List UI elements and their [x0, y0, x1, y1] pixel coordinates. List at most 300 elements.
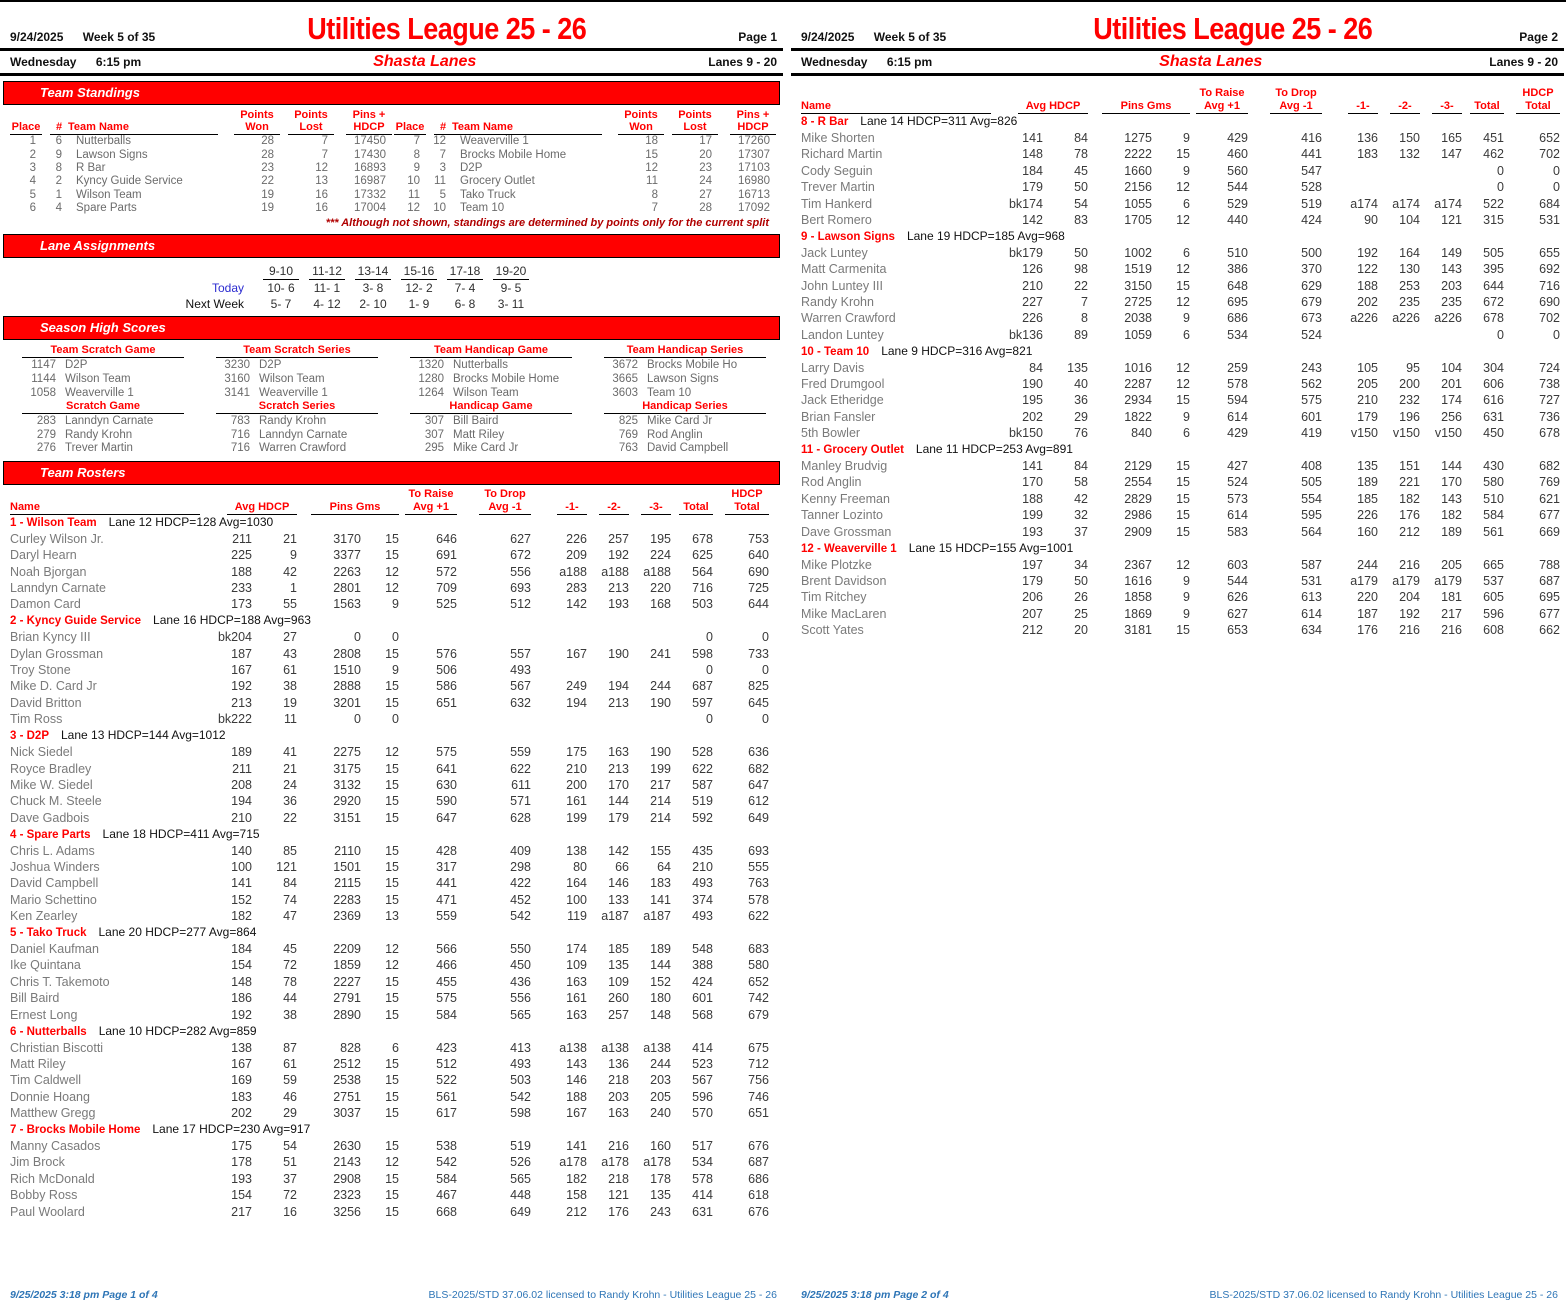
- player-value: 240: [650, 1106, 671, 1121]
- roster-header-cell: [1504, 84, 1560, 99]
- player-value: 687: [1539, 573, 1560, 588]
- player-value: 15: [385, 1106, 399, 1121]
- player-value: 651: [436, 695, 457, 710]
- player-value: 257: [608, 531, 629, 546]
- player-value: a226: [1350, 311, 1378, 326]
- player-name: Chuck M. Steele: [10, 794, 102, 809]
- player-value: 208: [231, 777, 252, 792]
- roster-header-top: [801, 84, 1560, 99]
- player-value: 89: [1074, 327, 1088, 342]
- hs-entry-name: Nutterballs: [453, 359, 508, 372]
- player-value: 38: [283, 679, 297, 694]
- day-label: Wednesday: [801, 54, 868, 69]
- player-value: 9: [1183, 606, 1190, 621]
- player-value: 583: [1227, 524, 1248, 539]
- player-value: 6: [392, 1040, 399, 1055]
- player-value: 200: [1399, 377, 1420, 392]
- standings-value: 4: [55, 202, 62, 215]
- team-label: 1 - Wilson Team: [10, 516, 97, 529]
- standings-header-top: [8, 108, 392, 121]
- hs-entry-score: 283: [36, 415, 56, 428]
- hs-entry: [12, 359, 206, 373]
- standings-row: [8, 202, 392, 215]
- hs-entry: [206, 387, 400, 401]
- standings-value: 1: [29, 135, 36, 148]
- player-row: [801, 426, 1560, 442]
- player-value: 505: [1483, 245, 1504, 260]
- hs-entry: [594, 442, 788, 456]
- player-name: Tanner Lozinto: [801, 508, 884, 523]
- player-value: 175: [231, 1138, 252, 1153]
- player-value: 135: [1357, 459, 1378, 474]
- player-value: bk204: [217, 630, 252, 645]
- high-score-group-title: Team Scratch Series: [216, 344, 378, 358]
- lane-pair-label: 11-12: [309, 264, 345, 280]
- hs-entry-name: Team 10: [647, 386, 692, 399]
- player-value: 702: [1539, 147, 1560, 162]
- player-value: 216: [1441, 623, 1462, 638]
- hs-entry-name: David Campbell: [647, 442, 729, 455]
- lane-header-row: [152, 264, 534, 280]
- standings-value: 8: [651, 188, 658, 201]
- standings-value: 5: [439, 188, 446, 201]
- player-row: [10, 777, 769, 793]
- team-header-cell: [10, 613, 769, 630]
- player-row: [10, 1007, 769, 1023]
- player-value: 26: [1074, 590, 1088, 605]
- player-name: Dylan Grossman: [10, 646, 104, 661]
- player-name: Brent Davidson: [801, 573, 887, 588]
- player-value: 21: [283, 761, 297, 776]
- standings-header-cell: [452, 121, 612, 135]
- player-value: 450: [1483, 426, 1504, 441]
- hs-entry-score: 716: [230, 428, 250, 441]
- player-value: 54: [283, 1138, 297, 1153]
- player-value: 1859: [333, 958, 361, 973]
- standings-header-label: Points: [294, 109, 328, 121]
- player-value: 148: [231, 974, 252, 989]
- roster-header-cell: [587, 500, 629, 515]
- player-name: Lanndyn Carnate: [10, 581, 106, 596]
- player-value: 548: [692, 942, 713, 957]
- player-value: 15: [385, 974, 399, 989]
- player-value: 503: [510, 1073, 531, 1088]
- high-score-group: [206, 344, 400, 400]
- player-value: 560: [1227, 163, 1248, 178]
- player-value: 672: [510, 548, 531, 563]
- player-value: 2287: [1124, 377, 1152, 392]
- player-value: 15: [385, 646, 399, 661]
- player-value: 15: [385, 991, 399, 1006]
- player-row: [10, 581, 769, 597]
- player-value: 606: [1483, 377, 1504, 392]
- player-row: [10, 909, 769, 925]
- team-info: Lane 17 HDCP=230 Avg=917: [152, 1122, 311, 1137]
- roster-header-cell: [531, 500, 587, 515]
- standings-body: [392, 135, 776, 215]
- player-value: 712: [748, 1056, 769, 1071]
- player-name: John Luntey III: [801, 278, 884, 293]
- player-value: 146: [566, 1073, 587, 1088]
- player-value: 195: [1022, 393, 1043, 408]
- hs-entry-score: 1320: [418, 359, 444, 372]
- day-label: Wednesday: [10, 54, 77, 69]
- roster-header-cell: [457, 485, 531, 500]
- player-value: 629: [1301, 278, 1322, 293]
- player-value: 12: [1176, 180, 1190, 195]
- standings-value: 7: [321, 148, 328, 161]
- player-value: 213: [608, 695, 629, 710]
- player-name: David Campbell: [10, 876, 99, 891]
- hs-entry-name: Weaverville 1: [259, 386, 328, 399]
- player-row: [801, 377, 1560, 393]
- player-value: 564: [1301, 524, 1322, 539]
- standings-row: [392, 135, 776, 148]
- week-label: Week 5 of 35: [873, 30, 947, 44]
- lane-today-value: 7- 4: [454, 281, 476, 296]
- team-name-cell: Brocks Mobile Home: [460, 148, 567, 161]
- player-row: [10, 1171, 769, 1187]
- player-value: 578: [1227, 377, 1248, 392]
- player-value: 15: [1176, 147, 1190, 162]
- player-value: 214: [650, 794, 671, 809]
- standings-header-cell: [42, 121, 68, 135]
- player-value: 493: [510, 663, 531, 678]
- player-value: 0: [1497, 180, 1504, 195]
- hs-entry: [400, 373, 594, 387]
- player-row: [801, 508, 1560, 524]
- player-value: v150: [1392, 426, 1420, 441]
- player-value: 243: [1301, 360, 1322, 375]
- standings-header-cell: [334, 121, 392, 135]
- player-value: 557: [510, 646, 531, 661]
- player-value: 370: [1301, 262, 1322, 277]
- standings-header-cell: [452, 108, 612, 121]
- team-info: Lane 13 HDCP=144 Avg=1012: [61, 728, 226, 743]
- team-header-cell: [801, 442, 1560, 459]
- player-value: 0: [706, 630, 713, 645]
- hs-entry-score: 783: [230, 415, 250, 428]
- team-header-cell: [801, 344, 1560, 361]
- player-value: 467: [436, 1188, 457, 1203]
- player-value: 8: [1081, 311, 1088, 326]
- player-value: 627: [510, 531, 531, 546]
- team-name-cell: Team 10: [460, 202, 505, 215]
- player-row: [10, 942, 769, 958]
- player-value: 679: [748, 1007, 769, 1022]
- player-value: 186: [231, 991, 252, 1006]
- hs-entry-score: 3160: [224, 372, 250, 385]
- standings-value: 17260: [738, 135, 770, 148]
- player-value: [1378, 180, 1420, 196]
- player-row: [10, 663, 769, 679]
- player-row: [10, 531, 769, 547]
- standings-value: 28: [261, 135, 274, 148]
- player-value: 590: [436, 794, 457, 809]
- player-value: 596: [1483, 606, 1504, 621]
- high-scores-grid: [0, 344, 783, 456]
- player-value: 185: [608, 942, 629, 957]
- player-value: 174: [566, 942, 587, 957]
- player-value: 226: [566, 531, 587, 546]
- player-value: 512: [510, 597, 531, 612]
- player-value: v150: [1434, 426, 1462, 441]
- player-value: 154: [231, 958, 252, 973]
- standings-header-cell: [612, 108, 664, 121]
- player-value: 1519: [1124, 262, 1152, 277]
- lane-header-spacer: [152, 264, 258, 280]
- standings-header-cell: [68, 121, 228, 135]
- standings-header-label: #: [50, 121, 68, 135]
- player-value: 90: [1364, 212, 1378, 227]
- player-row: [10, 1089, 769, 1105]
- player-value: 2829: [1124, 491, 1152, 506]
- roster-header-bottom: [801, 99, 1560, 114]
- player-value: 95: [1406, 360, 1420, 375]
- player-value: 571: [510, 794, 531, 809]
- roster-header-label: Avg +1: [405, 501, 457, 515]
- player-value: 686: [1227, 311, 1248, 326]
- standings-header-label: Points: [240, 109, 274, 121]
- player-value: 15: [385, 777, 399, 792]
- player-value: 429: [1227, 130, 1248, 145]
- player-value: 3377: [333, 548, 361, 563]
- lane-assignments-table: [152, 264, 534, 311]
- player-row: [10, 695, 769, 711]
- hs-entry-name: Randy Krohn: [259, 415, 327, 428]
- standings-header-label: Lost: [672, 121, 718, 135]
- player-value: 451: [1483, 130, 1504, 145]
- player-value: 164: [1399, 245, 1420, 260]
- player-value: 164: [566, 876, 587, 891]
- player-value: 769: [1539, 475, 1560, 490]
- high-score-group: [12, 344, 206, 400]
- player-value: 167: [231, 663, 252, 678]
- player-value: 15: [1176, 623, 1190, 638]
- player-row: [10, 794, 769, 810]
- player-value: 522: [1483, 196, 1504, 211]
- hs-entry-name: Weaverville 1: [65, 386, 134, 399]
- roster-header-cell: [801, 99, 993, 114]
- hs-entry-score: 3665: [612, 372, 638, 385]
- team-label: 4 - Spare Parts: [10, 828, 91, 841]
- player-name: Jack Etheridge: [801, 393, 884, 408]
- player-value: 36: [1074, 393, 1088, 408]
- player-value: 2808: [333, 646, 361, 661]
- player-value: 317: [436, 859, 457, 874]
- standings-value: 17004: [354, 202, 386, 215]
- player-value: 644: [748, 597, 769, 612]
- player-name: David Britton: [10, 695, 82, 710]
- standings-row: [392, 148, 776, 161]
- lane-next-week-value: 6- 8: [454, 296, 476, 311]
- player-value: 213: [608, 581, 629, 596]
- page-1: [0, 2, 783, 1305]
- hs-entry: [400, 359, 594, 373]
- player-value: 566: [436, 942, 457, 957]
- player-name: Manley Brudvig: [801, 459, 888, 474]
- player-value: 165: [1441, 130, 1462, 145]
- player-value: 0: [706, 712, 713, 727]
- player-value: 575: [436, 745, 457, 760]
- player-value: 38: [283, 1007, 297, 1022]
- player-value: [531, 712, 587, 728]
- player-value: 756: [748, 1073, 769, 1088]
- standings-value: 24: [699, 175, 712, 188]
- standings-value: 10: [407, 175, 420, 188]
- player-value: 163: [608, 1106, 629, 1121]
- player-value: 649: [510, 1204, 531, 1219]
- standings-value: 17: [699, 135, 712, 148]
- player-value: 55: [283, 597, 297, 612]
- player-value: 212: [1399, 524, 1420, 539]
- footer-left: 9/25/2025 3:18 pm Page 1 of 4: [10, 1289, 158, 1301]
- player-name: Troy Stone: [10, 663, 71, 678]
- standings-header-cell: [8, 108, 42, 121]
- player-value: 170: [608, 777, 629, 792]
- player-value: 147: [1441, 147, 1462, 162]
- player-value: 141: [566, 1138, 587, 1153]
- team-header-row: [10, 827, 769, 844]
- player-value: 9: [1183, 130, 1190, 145]
- team-header-cell: [10, 728, 769, 745]
- hs-entry: [594, 429, 788, 443]
- player-value: 142: [566, 597, 587, 612]
- page1-header-row1: [0, 2, 783, 51]
- player-value: 555: [748, 859, 769, 874]
- player-value: 190: [650, 695, 671, 710]
- player-name: Matt Carmenita: [801, 262, 887, 277]
- player-value: 11: [284, 712, 297, 727]
- player-row: [10, 1155, 769, 1171]
- team-header-cell: [10, 827, 769, 844]
- player-value: 534: [692, 1155, 713, 1170]
- hs-entry: [400, 442, 594, 456]
- standings-value: 19: [261, 188, 274, 201]
- player-value: 142: [1022, 212, 1043, 227]
- player-value: 9: [1183, 573, 1190, 588]
- player-value: 184: [1022, 163, 1043, 178]
- time-label: 6:15 pm: [95, 54, 142, 69]
- lane-next-week-value: 1- 9: [408, 296, 430, 311]
- player-value: 542: [436, 1155, 457, 1170]
- player-value: 12: [385, 1155, 399, 1170]
- player-value: 150: [1399, 130, 1420, 145]
- player-value: 193: [608, 597, 629, 612]
- player-value: 130: [1399, 262, 1420, 277]
- player-name: Daniel Kaufman: [10, 942, 99, 957]
- hs-entry: [12, 429, 206, 443]
- player-value: 15: [385, 679, 399, 694]
- player-name: Matthew Gregg: [10, 1106, 96, 1121]
- player-value: 528: [1301, 180, 1322, 195]
- roster-header-cell: [1378, 99, 1420, 114]
- team-header-row: [801, 229, 1560, 246]
- player-value: 6: [1183, 196, 1190, 211]
- player-value: 627: [1227, 606, 1248, 621]
- high-score-group: [594, 344, 788, 400]
- roster-header-cell: [399, 500, 457, 515]
- player-value: 148: [650, 1007, 671, 1022]
- player-value: 179: [1022, 180, 1043, 195]
- team-name-cell: Wilson Team: [76, 188, 142, 201]
- player-value: [1378, 327, 1420, 343]
- page1-header-row2: [0, 51, 783, 76]
- player-value: 180: [650, 991, 671, 1006]
- player-value: 15: [385, 1073, 399, 1088]
- player-value: 188: [231, 564, 252, 579]
- player-value: 2725: [1124, 294, 1152, 309]
- player-value: a188: [559, 564, 587, 579]
- lane-pair-header: [396, 264, 442, 280]
- player-row: [801, 393, 1560, 409]
- player-row: [10, 1056, 769, 1072]
- player-value: 455: [436, 974, 457, 989]
- player-value: 37: [1074, 524, 1088, 539]
- player-value: 176: [608, 1204, 629, 1219]
- player-value: 512: [436, 1056, 457, 1071]
- lane-today-value: 9- 5: [500, 281, 522, 296]
- player-row: [10, 843, 769, 859]
- standings-value: 4: [29, 175, 36, 188]
- player-name: Fred Drumgool: [801, 377, 885, 392]
- player-value: 2934: [1124, 393, 1152, 408]
- player-value: 1510: [333, 663, 361, 678]
- player-value: 531: [1301, 573, 1322, 588]
- player-value: 182: [231, 909, 252, 924]
- player-value: 1563: [333, 597, 361, 612]
- player-value: 192: [231, 1007, 252, 1022]
- player-value: 184: [231, 942, 252, 957]
- team-name-cell: Kyncy Guide Service: [76, 175, 183, 188]
- player-value: 678: [1539, 426, 1560, 441]
- player-row: [801, 524, 1560, 540]
- hs-entry-score: 763: [618, 442, 638, 455]
- player-value: 50: [1074, 180, 1088, 195]
- player-row: [801, 131, 1560, 147]
- player-value: 204: [1399, 590, 1420, 605]
- hs-entry: [594, 387, 788, 401]
- player-value: 2115: [334, 876, 361, 891]
- player-value: [1322, 180, 1378, 196]
- player-value: 0: [762, 663, 769, 678]
- player-value: 462: [1483, 147, 1504, 162]
- hs-entry: [12, 387, 206, 401]
- player-value: 683: [748, 942, 769, 957]
- player-value: 78: [1074, 147, 1088, 162]
- player-value: 0: [1553, 163, 1560, 178]
- player-value: a138: [601, 1040, 629, 1055]
- player-value: 154: [231, 1188, 252, 1203]
- high-score-group: [206, 400, 400, 456]
- player-value: 578: [748, 892, 769, 907]
- hs-entry-score: 3230: [224, 359, 250, 372]
- player-name: Bobby Ross: [10, 1188, 78, 1203]
- player-value: 529: [1227, 196, 1248, 211]
- standings-value: 28: [261, 148, 274, 161]
- team-info: Lane 19 HDCP=185 Avg=968: [906, 228, 1065, 243]
- hs-entry-score: 1264: [418, 386, 444, 399]
- player-value: 144: [608, 794, 629, 809]
- standings-value: 16: [315, 202, 328, 215]
- player-value: 12: [385, 564, 399, 579]
- player-value: a187: [643, 909, 671, 924]
- player-value: 72: [283, 1188, 297, 1203]
- player-value: 161: [566, 991, 587, 1006]
- player-value: 224: [650, 548, 671, 563]
- player-value: 556: [510, 991, 531, 1006]
- player-value: 189: [231, 745, 252, 760]
